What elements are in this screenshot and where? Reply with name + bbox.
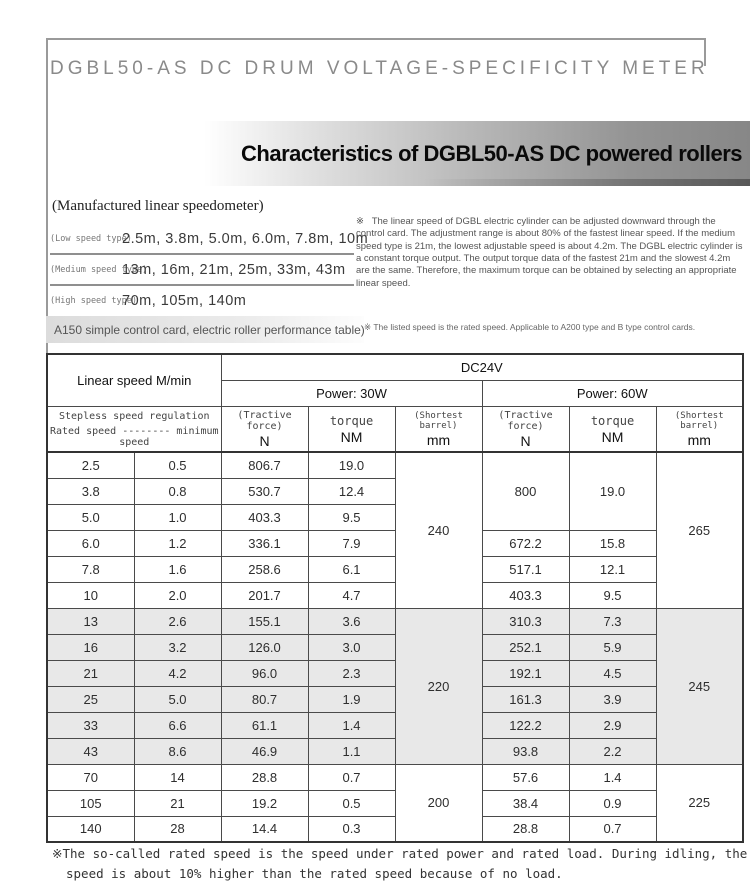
banner xyxy=(204,121,750,186)
table-cell: 5.9 xyxy=(569,634,656,660)
left-frame-border xyxy=(46,38,48,354)
header-power-60w: Power: 60W xyxy=(482,381,743,407)
speed-row-low xyxy=(50,224,369,255)
table-cell: 96.0 xyxy=(221,660,308,686)
speed-row-label: (Low speed type) xyxy=(50,233,132,244)
header-tractive-30w: (Tractive force) N xyxy=(221,407,308,453)
header-tractive-60w: (Tractive force) N xyxy=(482,407,569,453)
table-cell: 403.3 xyxy=(482,582,569,608)
table-cell: 225 xyxy=(656,764,743,842)
table-cell: 6.1 xyxy=(308,556,395,582)
header-linear-speed: Linear speed M/min xyxy=(47,354,221,407)
table-cell: 0.9 xyxy=(569,790,656,816)
table-cell: 10 xyxy=(47,582,134,608)
table-cell: 57.6 xyxy=(482,764,569,790)
table-cell: 15.8 xyxy=(569,530,656,556)
table-cell: 19.0 xyxy=(308,452,395,478)
table-cell: 310.3 xyxy=(482,608,569,634)
header-voltage: DC24V xyxy=(221,354,743,381)
table-cell: 672.2 xyxy=(482,530,569,556)
table-cell: 8.6 xyxy=(134,738,221,764)
table-cell: 800 xyxy=(482,452,569,530)
speed-panel-heading: (Manufactured linear speedometer) xyxy=(52,198,264,214)
table-cell: 0.7 xyxy=(569,816,656,842)
header-stepless xyxy=(47,407,221,453)
table-cell: 2.3 xyxy=(308,660,395,686)
table-cell: 1.9 xyxy=(308,686,395,712)
adjustment-note: ※ The linear speed of DGBL electric cylinder can be adjusted downward through the control card. The adjustment range is about 80% of the fastest linear speed. If the medium speed type is 21m, the lowest adjustable speed is about 4.2m. The DGBL electric cylinder is a constant torque output. The output torque data of the fastest 21m and the slowest 4.2m are the same. Therefore, the maximum torque can be obtained by selecting an appropriate linear speed. xyxy=(356,216,746,289)
table-cell: 9.5 xyxy=(569,582,656,608)
header-torque-30w: torque NM xyxy=(308,407,395,453)
table-cell: 0.8 xyxy=(134,478,221,504)
table-cell: 201.7 xyxy=(221,582,308,608)
table-cell: 0.5 xyxy=(308,790,395,816)
table-header-row xyxy=(47,354,743,381)
table-cell: 2.9 xyxy=(569,712,656,738)
table-cell: 530.7 xyxy=(221,478,308,504)
speed-row-values: 13m, 16m, 21m, 25m, 33m, 43m xyxy=(122,261,346,278)
table-cell: 6.6 xyxy=(134,712,221,738)
table-cell: 105 xyxy=(47,790,134,816)
table-cell: 5.0 xyxy=(47,504,134,530)
table-cell: 46.9 xyxy=(221,738,308,764)
footer-note-line1: ※The so-called rated speed is the speed under rated power and rated load. During idling, the xyxy=(52,846,748,861)
table-cell: 16 xyxy=(47,634,134,660)
header-barrel-30w: (Shortest barrel) mm xyxy=(395,407,482,453)
header-torque-60w: torque NM xyxy=(569,407,656,453)
table-row xyxy=(47,452,743,478)
table-cell: 33 xyxy=(47,712,134,738)
table-cell: 265 xyxy=(656,452,743,608)
stepless-label: Stepless speed regulation xyxy=(59,410,210,422)
table-cell: 1.1 xyxy=(308,738,395,764)
table-cell: 3.6 xyxy=(308,608,395,634)
table-cell: 12.1 xyxy=(569,556,656,582)
header-barrel-60w: (Shortest barrel) mm xyxy=(656,407,743,453)
table-row xyxy=(47,764,743,790)
speed-panel xyxy=(50,224,369,315)
speed-row-label: (High speed type) xyxy=(50,295,137,306)
table-cell: 258.6 xyxy=(221,556,308,582)
table-cell: 7.8 xyxy=(47,556,134,582)
table-cell: 4.5 xyxy=(569,660,656,686)
table-cell: 806.7 xyxy=(221,452,308,478)
table-cell: 1.4 xyxy=(308,712,395,738)
footer-note-line2: speed is about 10% higher than the rated speed because of no load. xyxy=(66,866,563,881)
table-cell: 21 xyxy=(134,790,221,816)
header-power-30w: Power: 30W xyxy=(221,381,482,407)
table-cell: 12.4 xyxy=(308,478,395,504)
table-cell: 240 xyxy=(395,452,482,608)
speed-row-values: 2.5m, 3.8m, 5.0m, 6.0m, 7.8m, 10m xyxy=(122,230,369,247)
table-cell: 13 xyxy=(47,608,134,634)
footer-note xyxy=(52,844,747,884)
table-cell: 28.8 xyxy=(482,816,569,842)
control-card-bar xyxy=(46,316,364,343)
table-cell: 403.3 xyxy=(221,504,308,530)
table-cell: 61.1 xyxy=(221,712,308,738)
speed-row-high xyxy=(50,286,354,315)
table-cell: 93.8 xyxy=(482,738,569,764)
table-cell: 25 xyxy=(47,686,134,712)
table-cell: 245 xyxy=(656,608,743,764)
table-cell: 252.1 xyxy=(482,634,569,660)
page-title: DGBL50-AS DC DRUM VOLTAGE-SPECIFICITY METER xyxy=(50,58,709,79)
table-cell: 7.3 xyxy=(569,608,656,634)
table-cell: 28 xyxy=(134,816,221,842)
table-cell: 220 xyxy=(395,608,482,764)
table-cell: 0.7 xyxy=(308,764,395,790)
rated-speed-note: ※ The listed speed is the rated speed. Applicable to A200 type and B type control cards. xyxy=(364,322,696,332)
table-cell: 80.7 xyxy=(221,686,308,712)
performance-table xyxy=(46,353,744,843)
table-cell: 28.8 xyxy=(221,764,308,790)
table-cell: 517.1 xyxy=(482,556,569,582)
speed-row-medium xyxy=(50,255,354,286)
table-cell: 2.5 xyxy=(47,452,134,478)
table-cell: 200 xyxy=(395,764,482,842)
table-cell: 14 xyxy=(134,764,221,790)
table-cell: 19.0 xyxy=(569,452,656,530)
table-cell: 1.6 xyxy=(134,556,221,582)
table-cell: 3.2 xyxy=(134,634,221,660)
table-cell: 161.3 xyxy=(482,686,569,712)
table-cell: 122.2 xyxy=(482,712,569,738)
table-cell: 6.0 xyxy=(47,530,134,556)
table-cell: 70 xyxy=(47,764,134,790)
control-card-label: A150 simple control card, electric roller performance table) xyxy=(54,322,365,337)
table-cell: 5.0 xyxy=(134,686,221,712)
banner-title: Characteristics of DGBL50-AS DC powered rollers xyxy=(241,140,742,166)
table-cell: 7.9 xyxy=(308,530,395,556)
table-cell: 126.0 xyxy=(221,634,308,660)
table-cell: 21 xyxy=(47,660,134,686)
table-row xyxy=(47,608,743,634)
rated-min-label: Rated speed -------- minimum speed xyxy=(49,425,219,448)
table-cell: 2.0 xyxy=(134,582,221,608)
table-cell: 2.6 xyxy=(134,608,221,634)
table-cell: 4.7 xyxy=(308,582,395,608)
table-cell: 336.1 xyxy=(221,530,308,556)
table-cell: 4.2 xyxy=(134,660,221,686)
table-cell: 38.4 xyxy=(482,790,569,816)
table-cell: 155.1 xyxy=(221,608,308,634)
speed-row-label: (Medium speed type) xyxy=(50,264,148,275)
table-cell: 1.0 xyxy=(134,504,221,530)
table-cell: 1.4 xyxy=(569,764,656,790)
table-cell: 140 xyxy=(47,816,134,842)
speed-row-values: 70m, 105m, 140m xyxy=(122,292,247,309)
table-cell: 14.4 xyxy=(221,816,308,842)
table-cell: 3.9 xyxy=(569,686,656,712)
table-cell: 192.1 xyxy=(482,660,569,686)
table-cell: 3.8 xyxy=(47,478,134,504)
table-cell: 1.2 xyxy=(134,530,221,556)
table-cell: 0.3 xyxy=(308,816,395,842)
table-cell: 3.0 xyxy=(308,634,395,660)
table-cell: 0.5 xyxy=(134,452,221,478)
table-subheader-row xyxy=(47,407,743,453)
table-cell: 19.2 xyxy=(221,790,308,816)
table-cell: 2.2 xyxy=(569,738,656,764)
table-cell: 9.5 xyxy=(308,504,395,530)
table-cell: 43 xyxy=(47,738,134,764)
